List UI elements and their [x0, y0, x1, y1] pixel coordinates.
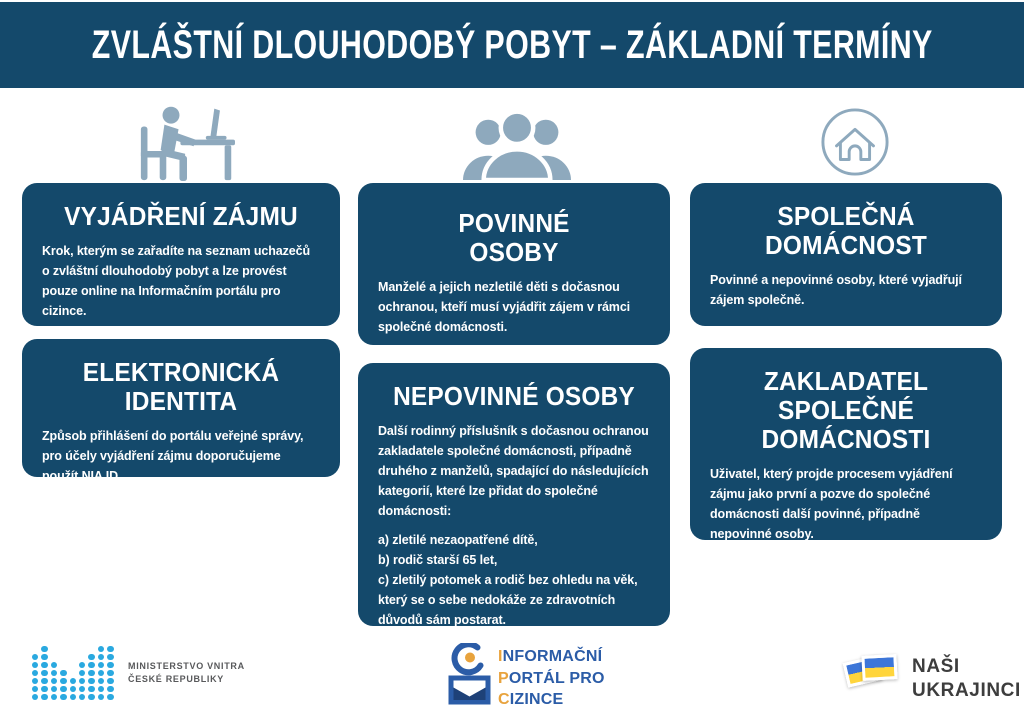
card-title: ZAKLADATEL SPOLEČNÉ DOMÁCNOSTI	[761, 366, 931, 454]
ipc-mark-icon	[446, 643, 492, 707]
card-elektronicka-identita	[22, 339, 340, 483]
card-nepovinne-osoby	[358, 363, 670, 626]
card-title: POVINNÉ OSOBY	[458, 208, 570, 267]
card-body: Další rodinný příslušník s dočasnou ochranou zakladatele společné domácnosti, případně druhého z manželů, spadající do následujících kategorií, které lze přidat do společné domácnosti:	[378, 424, 649, 518]
ministry-logo-text	[128, 660, 245, 685]
card-vyjadreni-zajmu	[22, 183, 340, 326]
ipc-line-1: INFORMAČNÍ	[498, 648, 603, 665]
person-at-desk-icon	[132, 102, 242, 182]
card-body: Uživatel, který projde procesem vyjádření zájmu jako první a pozve do společné domácnosti další povinné, případně nepovinné osoby.	[710, 467, 953, 541]
card-title: SPOLEČNÁ DOMÁCNOST	[765, 201, 927, 260]
card-body: Krok, kterým se zařadíte na seznam uchazečů o zvláštní dlouhodobý pobyt a lze provést pouze online na Informačním portálu pro cizince.	[42, 244, 311, 318]
ukrajinci-line-2: UKRAJINCI	[912, 679, 1021, 701]
ministry-dots-icon	[32, 646, 117, 702]
ukrajinci-line-1: NAŠI	[912, 656, 960, 677]
ipc-line-2: PORTÁL PRO	[498, 669, 605, 687]
card-body: Manželé a jejich nezletilé děti s dočasnou ochranou, kteří musí vyjádřit zájem v rámci společné domácnosti.	[378, 280, 631, 334]
list-item: c) zletilý potomek a rodič bez ohledu na věk, který se o sebe nedokáže ze zdravotních důvodů sám postarat.	[378, 573, 638, 627]
card-povinne-osoby	[358, 183, 670, 345]
people-group-icon	[458, 108, 576, 180]
nasi-ukrajinci-text	[912, 655, 1021, 702]
list-item: b) rodič starší 65 let,	[378, 553, 498, 567]
card-title: ELEKTRONICKÁ IDENTITA	[82, 357, 280, 416]
card-spolecna-domacnost	[690, 183, 1002, 326]
card-body: Povinné a nepovinné osoby, které vyjadřují zájem společně.	[710, 273, 962, 307]
ukraine-flag-front	[861, 654, 897, 681]
ministry-line-1: MINISTERSTVO VNITRA	[128, 661, 245, 671]
card-title: VYJÁDŘENÍ ZÁJMU	[64, 201, 298, 231]
house-in-circle-icon	[820, 107, 890, 177]
card-zakladatel-spolecne-domacnosti	[690, 348, 1002, 540]
ministry-line-2: ČESKÉ REPUBLIKY	[128, 673, 225, 684]
ipc-logo-text	[498, 646, 605, 711]
page-title: ZVLÁŠTNÍ DLOUHODOBÝ POBYT – ZÁKLADNÍ TERMÍNY	[91, 22, 933, 67]
ipc-line-3: CIZINCE	[498, 691, 564, 708]
list-item: a) zletilé nezaopatřené dítě,	[378, 533, 538, 547]
card-list	[378, 530, 650, 630]
ukraine-flags-icon	[845, 651, 905, 699]
card-body: Způsob přihlášení do portálu veřejné správy, pro účely vyjádření zájmu doporučujeme použít NIA ID.	[42, 429, 304, 483]
header-bar	[0, 2, 1024, 88]
card-title: NEPOVINNÉ OSOBY	[393, 381, 635, 411]
